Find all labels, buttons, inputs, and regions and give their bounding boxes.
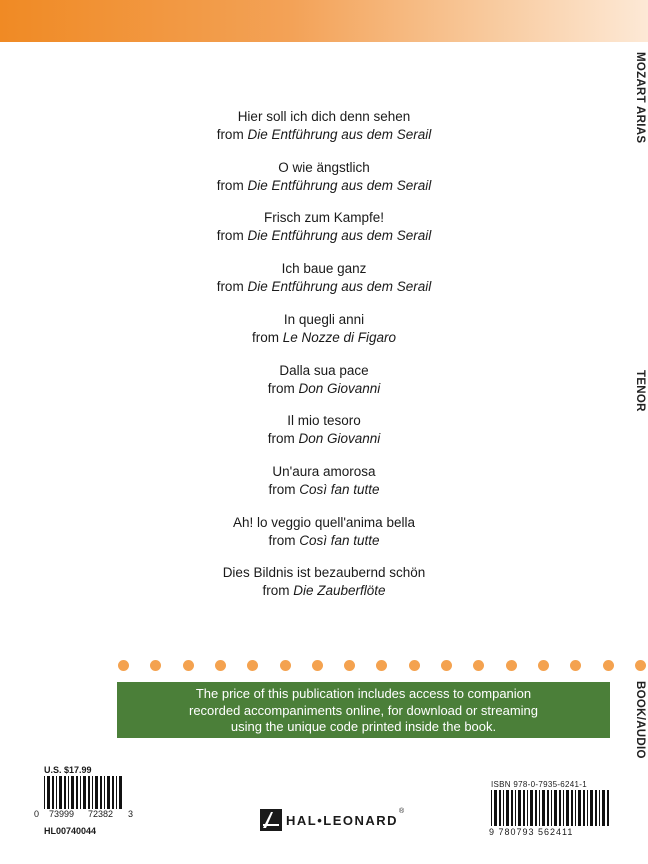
top-gradient-band bbox=[0, 0, 648, 42]
decorative-dot bbox=[312, 660, 323, 671]
decorative-dot bbox=[635, 660, 646, 671]
barcode-bar bbox=[56, 776, 57, 809]
barcode-bar bbox=[559, 790, 561, 826]
barcode-bar bbox=[547, 790, 549, 826]
barcode-bar bbox=[499, 790, 501, 826]
barcode-bar bbox=[515, 790, 516, 826]
decorative-dot bbox=[215, 660, 226, 671]
notice-line: using the unique code printed inside the book. bbox=[230, 719, 497, 734]
barcode-bar bbox=[607, 790, 609, 826]
barcode-bar bbox=[523, 790, 525, 826]
decorative-dot bbox=[603, 660, 614, 671]
barcode-bar bbox=[95, 776, 98, 809]
from-word: from bbox=[267, 380, 295, 396]
notice-line: The price of this publication includes access to companion bbox=[195, 686, 532, 701]
from-word: from bbox=[268, 481, 296, 497]
from-word: from bbox=[216, 177, 244, 193]
opera-title: Così fan tutte bbox=[299, 532, 380, 548]
barcode-bar bbox=[59, 776, 62, 809]
barcode-bar bbox=[527, 790, 528, 826]
upc-right-digits: 72382 bbox=[88, 809, 114, 819]
barcode-bar bbox=[100, 776, 102, 809]
barcode-bar bbox=[71, 776, 74, 809]
aria-entry bbox=[0, 412, 648, 448]
barcode-bar bbox=[112, 776, 114, 809]
opera-title: Die Entführung aus dem Serail bbox=[247, 228, 432, 244]
from-word: from bbox=[268, 532, 296, 548]
barcode-bar bbox=[542, 790, 545, 826]
barcode-bar bbox=[80, 776, 81, 809]
aria-title: O wie ängstlich bbox=[278, 159, 370, 175]
aria-title: In quegli anni bbox=[283, 311, 365, 327]
opera-title: Die Entführung aus dem Serail bbox=[247, 177, 432, 193]
barcode-bar bbox=[578, 790, 581, 826]
aria-title: Dies Bildnis ist bezaubernd schön bbox=[222, 565, 426, 581]
hal-leonard-mark-icon bbox=[260, 809, 282, 831]
upc-first-digit: 0 bbox=[34, 809, 40, 819]
upc-left-digits: 73999 bbox=[49, 809, 75, 819]
decorative-dot bbox=[247, 660, 258, 671]
isbn-label: ISBN 978-0-7935-6241-1 bbox=[491, 780, 587, 789]
barcode-bar bbox=[92, 776, 93, 809]
from-word: from bbox=[251, 329, 279, 345]
barcode-bar bbox=[571, 790, 573, 826]
aria-entry bbox=[0, 362, 648, 398]
barcode-bar bbox=[107, 776, 110, 809]
barcode-bar bbox=[119, 776, 122, 809]
barcode-bar bbox=[494, 790, 497, 826]
decorative-dot bbox=[506, 660, 517, 671]
barcode-bar bbox=[554, 790, 557, 826]
aria-source bbox=[0, 278, 648, 296]
barcode-bar bbox=[64, 776, 66, 809]
decorative-dot bbox=[473, 660, 484, 671]
aria-title: Il mio tesoro bbox=[287, 413, 361, 429]
accompaniment-notice bbox=[117, 682, 610, 738]
barcode-bar bbox=[575, 790, 576, 826]
aria-source bbox=[0, 481, 648, 499]
decorative-dot bbox=[150, 660, 161, 671]
barcode-bar bbox=[68, 776, 69, 809]
opera-title: Don Giovanni bbox=[298, 431, 381, 447]
barcode-bar bbox=[551, 790, 552, 826]
barcode-bar bbox=[595, 790, 597, 826]
aria-entry bbox=[0, 311, 648, 347]
decorative-dot bbox=[183, 660, 194, 671]
aria-entry bbox=[0, 159, 648, 195]
from-word: from bbox=[216, 127, 244, 142]
decorative-dot bbox=[376, 660, 387, 671]
decorative-dot bbox=[118, 660, 129, 671]
barcode-bar bbox=[511, 790, 513, 826]
aria-title: Ah! lo veggio quell'anima bella bbox=[233, 514, 415, 530]
publisher-logo bbox=[260, 808, 404, 832]
barcode-bar bbox=[590, 790, 593, 826]
opera-title: Le Nozze di Figaro bbox=[282, 329, 397, 345]
barcode-bar bbox=[76, 776, 78, 809]
barcode-bar bbox=[566, 790, 569, 826]
aria-source bbox=[0, 126, 648, 144]
aria-source bbox=[0, 582, 648, 600]
price-label: U.S. $17.99 bbox=[44, 765, 92, 775]
barcode-bar bbox=[530, 790, 533, 826]
barcode-bar bbox=[602, 790, 605, 826]
barcode-bar bbox=[587, 790, 588, 826]
barcode-bar bbox=[47, 776, 50, 809]
barcode-bar bbox=[599, 790, 600, 826]
publisher-name: HAL•LEONARD bbox=[286, 812, 399, 828]
decorative-dot bbox=[409, 660, 420, 671]
decorative-dot bbox=[280, 660, 291, 671]
aria-title: Frisch zum Kampfe! bbox=[263, 210, 385, 226]
barcode-bar bbox=[44, 776, 45, 809]
dot-divider bbox=[118, 660, 638, 672]
barcode-bar bbox=[83, 776, 86, 809]
barcode-bar bbox=[583, 790, 585, 826]
product-code: HL00740044 bbox=[44, 826, 97, 836]
aria-entry bbox=[0, 514, 648, 550]
barcode-bar bbox=[506, 790, 509, 826]
barcode-bar bbox=[563, 790, 564, 826]
barcode-bar bbox=[104, 776, 105, 809]
opera-title: Così fan tutte bbox=[299, 481, 380, 497]
aria-source bbox=[0, 380, 648, 398]
aria-title: Dalla sua pace bbox=[279, 362, 369, 378]
notice-line: recorded accompaniments online, for download or streaming bbox=[188, 702, 539, 718]
decorative-dot bbox=[441, 660, 452, 671]
opera-title: Don Giovanni bbox=[298, 380, 381, 396]
barcode-bar bbox=[539, 790, 540, 826]
aria-title: Hier soll ich dich denn sehen bbox=[237, 109, 411, 124]
isbn-digits: 9 780793 562411 bbox=[489, 827, 574, 837]
aria-source bbox=[0, 532, 648, 550]
registered-mark: ® bbox=[399, 808, 405, 815]
decorative-dot bbox=[538, 660, 549, 671]
aria-entry bbox=[0, 564, 648, 600]
upc-last-digit: 3 bbox=[128, 809, 134, 819]
format-side-label: BOOK/AUDIO bbox=[634, 681, 646, 759]
aria-source bbox=[0, 177, 648, 195]
isbn-barcode bbox=[491, 790, 611, 826]
from-word: from bbox=[216, 279, 244, 295]
barcode-bar bbox=[535, 790, 537, 826]
decorative-dot bbox=[570, 660, 581, 671]
aria-source bbox=[0, 430, 648, 448]
series-side-label: MOZART ARIAS bbox=[634, 52, 646, 144]
barcode-bar bbox=[503, 790, 504, 826]
from-word: from bbox=[216, 228, 244, 244]
aria-entry bbox=[0, 463, 648, 499]
aria-title: Un'aura amorosa bbox=[272, 463, 376, 479]
aria-entry bbox=[0, 209, 648, 245]
decorative-dot bbox=[344, 660, 355, 671]
aria-source bbox=[0, 227, 648, 245]
barcode-bar bbox=[491, 790, 492, 826]
voice-side-label: TENOR bbox=[634, 370, 646, 412]
aria-source bbox=[0, 329, 648, 347]
barcode-bar bbox=[52, 776, 54, 809]
barcode-bar bbox=[88, 776, 90, 809]
aria-entry bbox=[0, 108, 648, 144]
opera-title: Die Entführung aus dem Serail bbox=[247, 127, 432, 142]
opera-title: Die Zauberflöte bbox=[293, 583, 386, 599]
aria-entry bbox=[0, 260, 648, 296]
aria-title: Ich baue ganz bbox=[281, 261, 367, 277]
barcode-bar bbox=[518, 790, 521, 826]
barcode-bar bbox=[116, 776, 117, 809]
opera-title: Die Entführung aus dem Serail bbox=[247, 279, 432, 295]
from-word: from bbox=[262, 583, 290, 599]
from-word: from bbox=[267, 431, 295, 447]
